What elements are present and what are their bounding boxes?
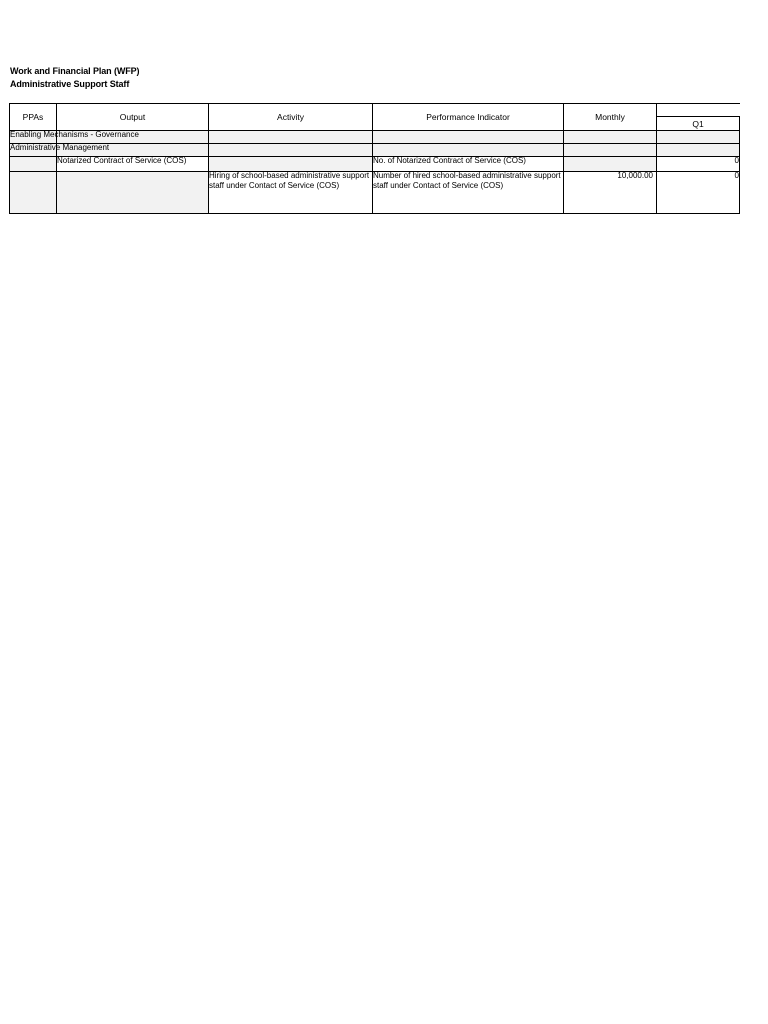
row4-output-shade xyxy=(56,171,208,213)
header-performance-indicator: Performance Indicator xyxy=(426,112,510,122)
row4-activity: Hiring of school-based administrative support staff under Contact of Service (COS) xyxy=(209,171,370,190)
header-monthly: Monthly xyxy=(595,112,625,122)
row3-performance-indicator: No. of Notarized Contract of Service (COS) xyxy=(373,156,526,165)
header-ppas: PPAs xyxy=(22,112,44,122)
row4-performance-indicator: Number of hired school-based administrative support staff under Contact of Service (COS) xyxy=(373,171,561,190)
row-enabling-mechanisms-label: Enabling Mechanisms - Governance xyxy=(10,130,139,139)
table-bottom-border xyxy=(9,213,740,214)
row2-shade xyxy=(10,143,740,156)
document-subtitle: Administrative Support Staff xyxy=(10,79,130,89)
header-output: Output xyxy=(119,112,146,122)
row4-ppas-shade xyxy=(10,171,56,213)
row3-activity-shade xyxy=(208,156,373,171)
col-q1-right-border xyxy=(739,116,740,214)
header-q1: Q1 xyxy=(692,118,704,129)
row-administrative-management-label: Administrative Management xyxy=(10,143,110,152)
row4-monthly: 10,000.00 xyxy=(617,171,653,180)
row3-q1: 0 xyxy=(734,156,739,165)
row3-output: Notarized Contract of Service (COS) xyxy=(57,156,187,165)
row1-bottom-border xyxy=(9,143,740,144)
row4-q1: 0 xyxy=(734,171,739,180)
row3-monthly-shade xyxy=(563,156,656,171)
document-title: Work and Financial Plan (WFP) xyxy=(10,66,140,76)
row3-ppas-shade xyxy=(10,156,56,171)
header-activity: Activity xyxy=(277,112,304,122)
